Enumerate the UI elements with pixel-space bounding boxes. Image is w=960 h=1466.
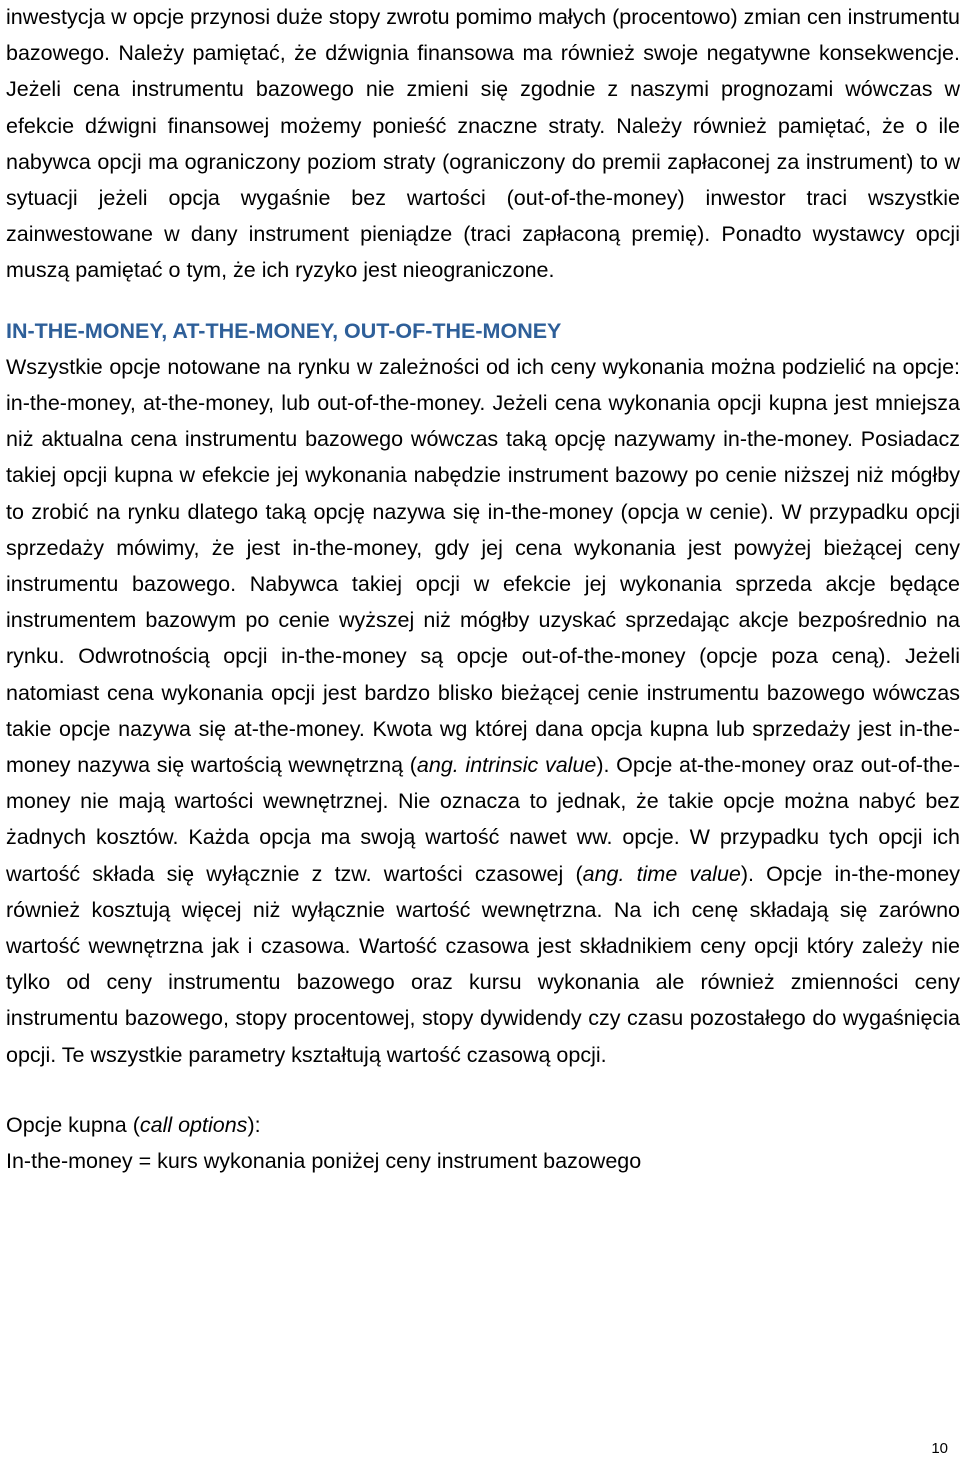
moneyness-paragraph — [6, 349, 960, 1073]
call-options-block — [6, 1107, 960, 1179]
intrinsic-value-term: ang. intrinsic value — [416, 753, 597, 778]
time-value-term: ang. time value — [582, 861, 741, 886]
intro-paragraph: inwestycja w opcje przynosi duże stopy zwrotu pomimo małych (procentowo) zmian cen instrumentu bazowego. Należy pamiętać, że dźwignia finansowa ma również swoje negatywne konsekwencje. Jeżeli cena instrumentu bazowego nie zmieni się zgodnie z naszymi prognozami wówczas w efekcie dźwigni finansowej możemy ponieść znaczne straty. Należy również pamiętać, że o ile nabywca opcji ma ograniczony poziom straty (ograniczony do premii zapłaconej za instrument) to w sytuacji jeżeli opcja wygaśnie bez wartości (out-of-the-money) inwestor traci wszystkie zainwestowane w dany instrument pieniądze (traci zapłaconą premię). Ponadto wystawcy opcji muszą pamiętać o tym, że ich ryzyko jest nieograniczone. — [6, 5, 960, 283]
call-options-prefix: Opcje kupna ( — [6, 1112, 140, 1137]
section-heading: IN-THE-MONEY, AT-THE-MONEY, OUT-OF-THE-MONEY — [6, 318, 562, 343]
moneyness-text-part-2: ). Opcje at-the-money oraz out-of-the-money nie mają wartości wewnętrznej. Nie oznacza to jednak, że takie opcje można nabyć bez żadnych kosztów. Każda opcja ma swoją wartość nawet ww. opcje. W przypadku tych opcji ich wartość składa się wyłącznie z tzw. wartości czasowej ( — [6, 753, 960, 886]
moneyness-text-part-1: Wszystkie opcje notowane na rynku w zależności od ich ceny wykonania można podzielić na opcje: in-the-money, at-the-money, lub out-of-the-money. Jeżeli cena wykonania opcji kupna jest mniejsza niż aktualna cena instrumentu bazowego wówczas taką opcję nazywamy in-the-money. Posiadacz takiej opcji kupna w efekcie jej wykonania nabędzie instrument bazowy po cenie niższej niż mógłby to zrobić na rynku dlatego taką opcję nazywa się in-the-money (opcja w cenie). W przypadku opcji sprzedaży mówimy, że jest in-the-money, gdy jej cena wykonania jest powyżej bieżącej ceny instrumentu bazowego. Nabywca takiej opcji w efekcie jej wykonania sprzeda akcje będące instrumentem bazowym po cenie wyższej niż mógłby uzyskać sprzedając akcje bezpośrednio na rynku. Odwrotnością opcji in-the-money są opcje out-of-the-money (opcje poza ceną). Jeżeli natomiast cena wykonania opcji jest bardzo blisko bieżącej cenie instrumentu bazowego wówczas takie opcje nazywa się at-the-money. Kwota wg której dana opcja kupna lub sprzedaży jest in-the-money nazywa się wartością wewnętrzną ( — [6, 354, 960, 778]
page-number: 10 — [931, 1440, 948, 1457]
call-options-term: call options — [139, 1112, 248, 1137]
document-page — [6, 0, 960, 1179]
call-options-label — [6, 1107, 960, 1143]
moneyness-text-part-3: ). Opcje in-the-money również kosztują więcej niż wyłącznie wartość wewnętrzna. Na ich cenę składają się zarówno wartość wewnętrzna jak i czasowa. Wartość czasowa jest składnikiem ceny opcji który zależy nie tylko od ceny instrumentu bazowego oraz kursu wykonania ale również zmienności ceny instrumentu bazowego, stopy procentowej, stopy dywidendy czy czasu pozostałego do wygaśnięcia opcji. Te wszystkie parametry kształtują wartość czasową opcji. — [6, 861, 960, 1067]
call-options-suffix: ): — [247, 1112, 261, 1137]
in-the-money-definition: In-the-money = kurs wykonania poniżej ceny instrument bazowego — [6, 1149, 642, 1174]
